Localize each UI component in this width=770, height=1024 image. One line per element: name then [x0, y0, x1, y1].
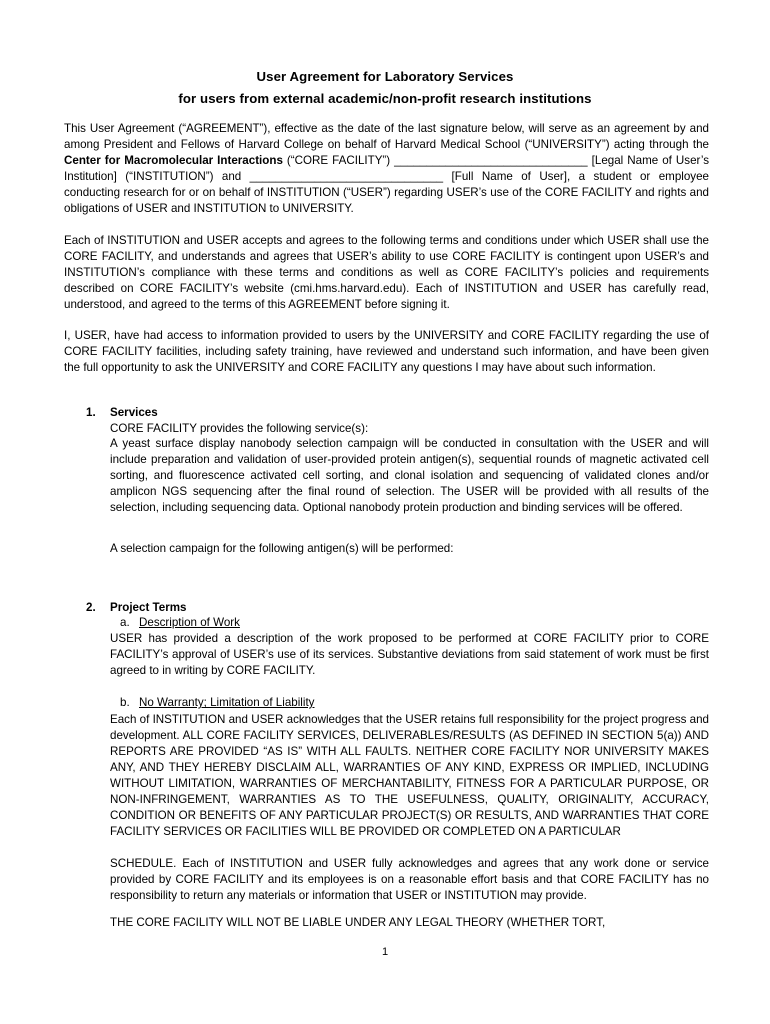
subsection-b-disclaimer: Each of INSTITUTION and USER acknowledges that the USER retains full responsibility for the project progress and development. ALL CORE FACILITY SERVICES, DELIVERABLES/RESULTS (AS DEFINED IN SECTION 5(a)) AND REPORTS ARE PROVIDED “AS IS” WITH ALL FAULTS. NEITHER CORE FACILITY NOR UNIVERSITY MAKES ANY, AND THEY HEREBY DISCLAIM ALL, WARRANTIES OF ANY KIND, EXPRESS OR IMPLIED, INCLUDING WITHOUT LIMITATION, WARRANTIES OF MERCHANTABILITY, FITNESS FOR A PARTICULAR PURPOSE, OR NON-INFRINGEMENT, WARRANTIES AS TO THE USEFULNESS, QUALITY, ORIGINALITY, ACCURACY, CONDITION OR BENEFITS OF ANY PARTICULAR PROJECT(S) OR RESULTS, AND WARRANTIES THAT CORE FACILITY SERVICES OR FACILITIES WILL BE PROVIDED OR COMPLETED ON A PARTICULAR: [110, 713, 709, 838]
section-1-description: A yeast surface display nanobody selection campaign will be conducted in consultation with the USER and will include preparation and validation of user-provided protein antigen(s), sequential rounds of magnetic activated cell sorting, and fluorescence activated cell sorting, and clonal isolation and sequencing of validated clones and/or amplicon NGS sequencing after the final round of selection. The USER will be provided with all results of the selection, including sequencing data. Optional nanobody protein production and binding services will be offered.: [110, 437, 709, 514]
subsection-a-title: Description of Work: [139, 616, 240, 629]
intro-text-2: (“CORE FACILITY”) ______________________________ [Legal Name of User’s Institution] (“INSTITUTION”) and ______________________________ [Full Name of User], a student or employee conducting research for or on behalf of INSTITUTION (“USER”) regarding USER’s use of the CORE FACILITY and rights and obligations of USER and INSTITUTION to UNIVERSITY.: [64, 154, 709, 215]
document-subtitle: for users from external academic/non-profit research institutions: [178, 91, 592, 106]
section-1-title: Services: [110, 406, 158, 419]
subsection-b-liability: THE CORE FACILITY WILL NOT BE LIABLE UNDER ANY LEGAL THEORY (WHETHER TORT,: [110, 916, 606, 929]
section-2-number: 2.: [86, 601, 96, 614]
intro-text-1: This User Agreement (“AGREEMENT”), effective as the date of the last signature below, will serve as an agreement by and among President and Fellows of Harvard College on behalf of Harvard Medical School (“UNIVERSITY”) acting through the: [64, 122, 709, 151]
subsection-b-title: No Warranty; Limitation of Liability: [139, 696, 315, 709]
page-number: 1: [381, 946, 389, 958]
section-1-intro: CORE FACILITY provides the following service(s):: [110, 422, 369, 435]
document-title: User Agreement for Laboratory Services: [256, 69, 514, 84]
user-acknowledgement-paragraph: I, USER, have had access to information provided to users by the UNIVERSITY and CORE FACILITY regarding the use of CORE FACILITY facilities, including safety training, have reviewed and understand such information, and have been given the full opportunity to ask the UNIVERSITY and CORE FACILITY any questions I may have about such information.: [64, 329, 709, 374]
subsection-a-label: a.: [120, 616, 130, 629]
section-2-title: Project Terms: [110, 601, 187, 614]
section-1-number: 1.: [86, 406, 96, 419]
subsection-b-acknowledgement: SCHEDULE. Each of INSTITUTION and USER fully acknowledges and agrees that any work done or service provided by CORE FACILITY and its employees is on a reasonable effort basis and that CORE FACILITY has no responsibility to return any materials or information that USER or INSTITUTION may provide.: [110, 857, 709, 902]
terms-acceptance-paragraph: Each of INSTITUTION and USER accepts and agrees to the following terms and conditions under which USER shall use the CORE FACILITY, and understands and agrees that USER’s ability to use CORE FACILITY is contingent upon USER’s and INSTITUTION’s compliance with these terms and conditions as well as CORE FACILITY’s policies and requirements described on CORE FACILITY’s website (cmi.hms.harvard.edu). Each of INSTITUTION and USER has carefully read, understood, and agreed to the terms of this AGREEMENT before signing it.: [64, 234, 709, 311]
subsection-a-text: USER has provided a description of the work proposed to be performed at CORE FACILITY prior to CORE FACILITY’s approval of USER’s use of its services. Substantive deviations from said statement of work must be first agreed to in writing by CORE FACILITY.: [110, 632, 709, 677]
section-1-antigen-line: A selection campaign for the following antigen(s) will be performed:: [110, 542, 454, 555]
subsection-b-label: b.: [120, 696, 130, 709]
intro-paragraph: [64, 121, 709, 217]
facility-name: Center for Macromolecular Interactions: [64, 154, 283, 167]
